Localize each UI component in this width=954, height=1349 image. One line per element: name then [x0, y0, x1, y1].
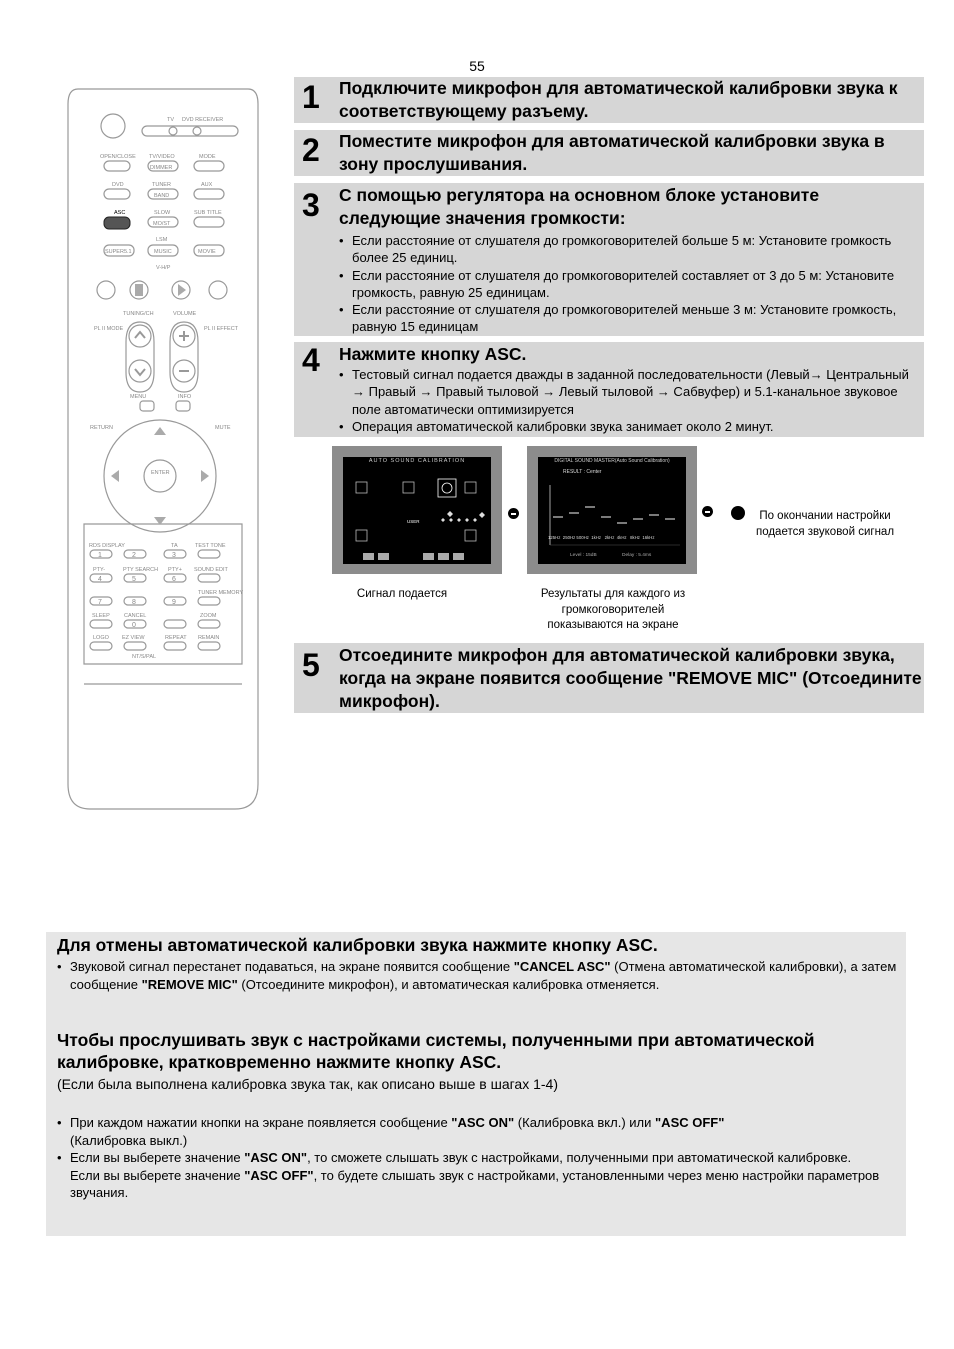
remote-label-info: INFO: [178, 394, 192, 400]
list-item: • Если расстояние от слушателя до громкоговорителей меньше 3 м: Установите громкость, равную 15 единицам: [339, 301, 919, 336]
bold-text: "REMOVE MIC": [141, 976, 238, 992]
bullet-marker: •: [57, 1150, 62, 1165]
remote-label-asc: ASC: [114, 210, 126, 216]
cancel-bullet: [57, 958, 897, 993]
result-label: RESULT : Center: [563, 469, 602, 475]
remote-digit-9: 9: [172, 599, 176, 606]
remote-digit-6: 6: [172, 576, 176, 583]
text-span: При каждом нажатии кнопки на экране появляется сообщение: [70, 1115, 452, 1130]
step-number: 4: [302, 342, 320, 378]
step-4: [294, 342, 924, 437]
remote-label-enter: ENTER: [151, 470, 170, 476]
text-span: (Калибровка выкл.): [70, 1132, 188, 1148]
list-item: • Если расстояние от слушателя до громкоговорителей больше 5 м: Установите громкость более 25 единиц.: [339, 232, 919, 267]
step-1: [294, 77, 924, 123]
remote-label-pty-plus: PTY+: [168, 567, 182, 573]
remote-label-logo: LOGO: [93, 635, 109, 641]
remote-label-tv-video: TV/VIDEO: [149, 154, 175, 160]
cancel-heading: Для отмены автоматической калибровки звука нажмите кнопку ASC.: [57, 935, 658, 955]
remote-label-rds-display: RDS DISPLAY: [89, 543, 125, 549]
screen-header: DIGITAL SOUND MASTER(Auto Sound Calibration): [554, 458, 670, 464]
text-span: Если вы выберете значение: [70, 1150, 245, 1165]
text-span: , то сможете слышать звук с настройками, полученными при автоматической калибровке.: [307, 1150, 852, 1165]
step-bullets: [339, 232, 919, 336]
text-span: Если вы выберете значение: [70, 1167, 245, 1183]
arrow-right-icon: [702, 506, 713, 517]
remote-digit-1: 1: [98, 552, 102, 559]
remote-label-return: RETURN: [90, 425, 113, 431]
remote-label-test-tone: TEST TONE: [195, 543, 226, 549]
remote-digit-7: 7: [98, 599, 102, 606]
sound-signal-icon: [731, 506, 745, 520]
arrow-right-icon: [508, 508, 519, 519]
screen1-caption: Сигнал подается: [356, 588, 448, 600]
remote-digit-3: 3: [172, 552, 176, 559]
text-span: (Отмена автоматической калибровки), а затем сообщение: [70, 959, 897, 992]
remote-label-vhp: V-H/P: [156, 265, 171, 271]
bold-text: "ASC OFF": [244, 1167, 314, 1183]
remote-control-illustration: [60, 84, 266, 814]
listen-bullet-2-text: [57, 1149, 897, 1202]
listen-bullet-2: [57, 1149, 897, 1202]
remote-label-tv: TV: [167, 117, 175, 123]
remote-digit-2: 2: [132, 552, 136, 559]
remote-label-dvd-receiver: DVD RECEIVER: [182, 117, 224, 123]
listen-subtitle: (Если была выполнена калибровка звука так, как описано выше в шагах 1-4): [57, 1076, 558, 1092]
remote-label-repeat: REPEAT: [165, 635, 187, 641]
step-5: [294, 643, 924, 713]
remote-label-volume: VOLUME: [173, 311, 197, 317]
remote-label-slow: SLOW: [154, 210, 171, 216]
remote-label-mute: MUTE: [215, 425, 231, 431]
remote-label-music: MUSIC: [154, 249, 172, 255]
remote-label-tuning-ch: TUNING/CH: [123, 311, 154, 317]
step-title: Отсоедините микрофон для автоматической калибровки звука, когда на экране появится сообщение "REMOVE MIC" (Отсоедините микрофон).: [339, 645, 922, 711]
remote-label-ez-view: EZ VIEW: [122, 635, 145, 641]
remote-digit-0: 0: [132, 622, 136, 629]
step-number: 2: [302, 132, 320, 168]
remote-label-sound-edit: SOUND EDIT: [194, 567, 228, 573]
bullet-marker: •: [57, 1115, 62, 1130]
screen-results: [527, 446, 697, 574]
remote-label-pl2-effect: PL II EFFECT: [204, 326, 239, 332]
remote-label-tuner-memory: TUNER MEMORY: [198, 590, 244, 596]
remote-label-aux: AUX: [201, 182, 213, 188]
text-span: Звуковой сигнал перестанет подаваться, на экране появится сообщение: [70, 959, 514, 974]
text-span: (Отсоедините микрофон), и автоматическая калибровка отменяется.: [237, 976, 660, 992]
remote-label-pty-minus: PTY-: [93, 567, 106, 573]
remote-label-dimmer: DIMMER: [150, 165, 173, 171]
remote-label-dvd: DVD: [112, 182, 124, 188]
speaker-layout-icon: [343, 457, 491, 564]
remote-label-menu: MENU: [130, 394, 147, 400]
step-bullets: [339, 366, 919, 435]
remote-label-open-close: OPEN/CLOSE: [100, 154, 136, 160]
screen2-caption: Результаты для каждого из громкоговорителей показываются на экране: [540, 588, 686, 631]
list-item: • Операция автоматической калибровки звука занимает около 2 минут.: [339, 418, 919, 435]
step-number: 1: [302, 79, 320, 115]
cancel-bullet-text: [57, 958, 897, 993]
screen-center-label: USER: [407, 519, 420, 524]
step-3: [294, 183, 924, 336]
page-number: 55: [469, 58, 485, 74]
listen-heading: Чтобы прослушивать звук с настройками системы, полученными при автоматической калибровке, кратковременно нажмите кнопку ASC.: [57, 1030, 815, 1072]
text-span: (Калибровка вкл.) или: [514, 1115, 656, 1130]
remote-label-mode: MODE: [199, 154, 216, 160]
step-number: 5: [302, 647, 320, 683]
end-note: По окончании настройки подается звуковой сигнал: [755, 510, 895, 538]
remote-label-pl2-mode: PL II MODE: [94, 326, 124, 332]
remote-digit-5: 5: [132, 576, 136, 583]
bold-text: "CANCEL ASC": [513, 959, 611, 974]
remote-label-sleep: SLEEP: [92, 613, 110, 619]
eq-graph: [538, 457, 686, 564]
screen-auto-calibration: [332, 446, 502, 574]
level-readout: Level : 15dB: [570, 553, 597, 558]
remote-label-tuner: TUNER: [152, 182, 171, 188]
step-title: Нажмите кнопку ASC.: [339, 344, 527, 364]
step-number: 3: [302, 187, 320, 223]
bold-text: "ASC ON": [244, 1150, 308, 1165]
step-2: [294, 130, 924, 176]
list-item: • Тестовый сигнал подается дважды в заданной последовательности (Левый→ Центральный → Правый → Правый тыловой → Левый тыловой → Сабвуфер) и 5.1-канальное звуковое поле автоматически оптимизируется: [339, 366, 919, 418]
info-box: [46, 932, 906, 1236]
remote-label-zoom: ZOOM: [200, 613, 217, 619]
step-title: Поместите микрофон для автоматической калибровки звука в зону прослушивания.: [339, 131, 885, 174]
listen-bullet-1-text: [57, 1114, 897, 1149]
remote-label-mo-st: MO/ST: [153, 221, 171, 227]
list-item: • Если расстояние от слушателя до громкоговорителей составляет от 3 до 5 м: Установите громкость, равную 25 единицам.: [339, 267, 919, 302]
remote-digit-8: 8: [132, 599, 136, 606]
screen-header: AUTO SOUND CALIBRATION: [368, 458, 466, 464]
step-title: Подключите микрофон для автоматической калибровки звука к соответствующему разъему.: [339, 78, 898, 121]
remote-label-subtitle: SUB TITLE: [194, 210, 222, 216]
step-title: С помощью регулятора на основном блоке установите следующие значения громкости:: [339, 185, 820, 228]
remote-label-movie: MOVIE: [198, 249, 216, 255]
remote-label-lsm: LSM: [156, 237, 168, 243]
remote-label-cancel: CANCEL: [124, 613, 147, 619]
text-span: , то будете слышать звук с настройками, установленными через меню настройки параметров звучания.: [70, 1167, 880, 1200]
remote-label-remain: REMAIN: [198, 635, 220, 641]
delay-readout: Delay : 5.4ms: [622, 553, 652, 558]
remote-label-super51: SUPER5.1: [105, 249, 132, 255]
listen-bullet-1: [57, 1114, 897, 1149]
remote-label-nt-s-pal: NT/S/PAL: [132, 654, 157, 660]
remote-label-pty-search: PTY SEARCH: [123, 567, 159, 573]
bold-text: "ASC OFF": [655, 1115, 725, 1130]
remote-label-ta: TA: [171, 543, 178, 549]
bullet-marker: •: [57, 959, 62, 974]
remote-digit-4: 4: [98, 576, 102, 583]
bold-text: "ASC ON": [451, 1115, 515, 1130]
frequency-labels: 125Hz 250Hz 500Hz 1kHz 2kHz 4kHz 8kHz 16kHz: [548, 535, 655, 540]
remote-label-band: BAND: [154, 193, 170, 199]
